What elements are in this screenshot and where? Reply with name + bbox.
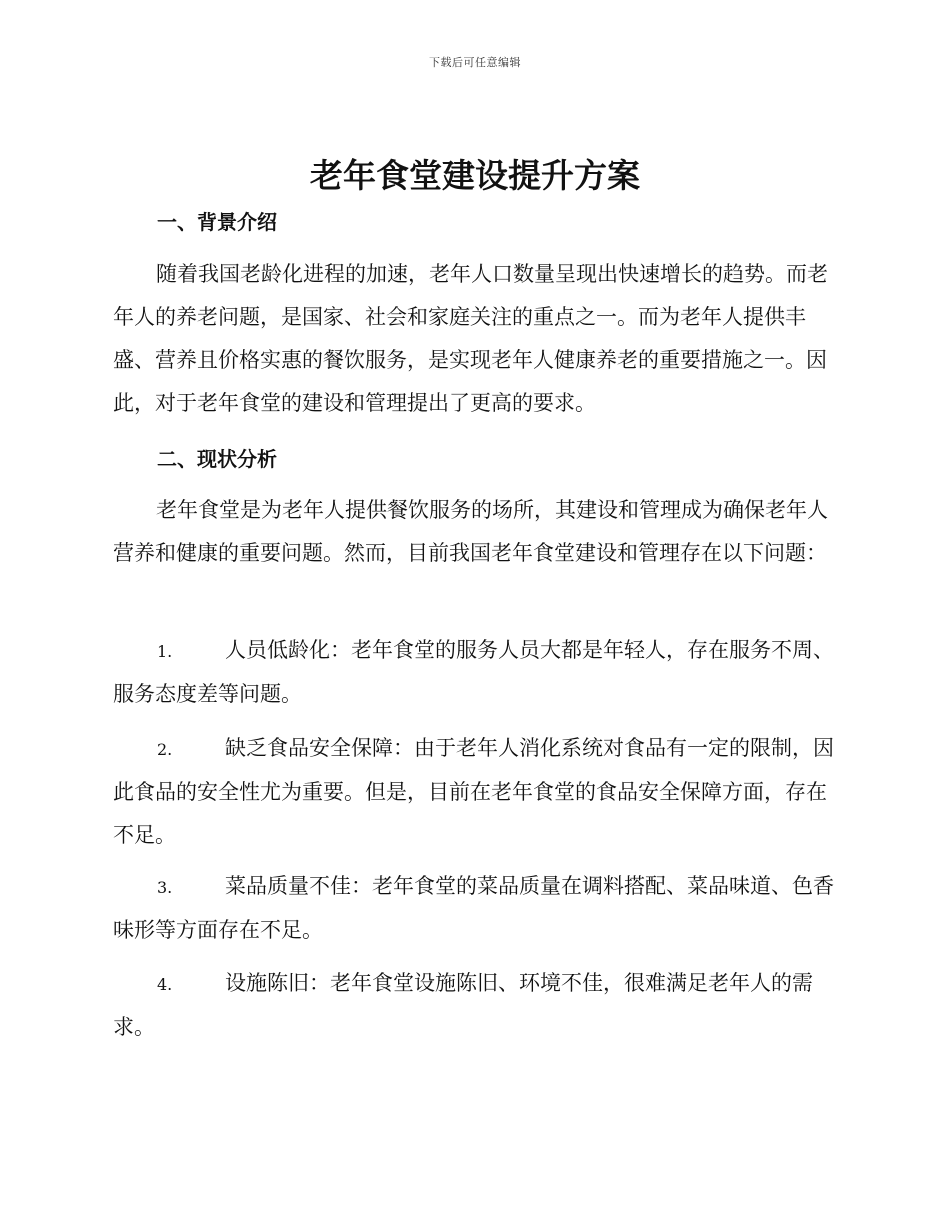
list-item-number: 3. <box>157 878 173 897</box>
list-item-number: 2. <box>157 740 173 759</box>
list-item <box>113 629 835 716</box>
section-paragraph-status: 老年食堂是为老年人提供餐饮服务的场所，其建设和管理成为确保老年人营养和健康的重要问题。然而，目前我国老年食堂建设和管理存在以下问题： <box>113 498 828 565</box>
page-title: 老年食堂建设提升方案 <box>310 156 640 195</box>
list-item-text: 菜品质量不佳：老年食堂的菜品质量在调料搭配、菜品味道、色香味形等方面存在不足。 <box>113 874 834 942</box>
section-heading-status: 二、现状分析 <box>157 447 277 471</box>
list-item <box>113 865 835 952</box>
header-note: 下载后可任意编辑 <box>429 56 521 69</box>
section-paragraph-background: 随着我国老龄化进程的加速，老年人口数量呈现出快速增长的趋势。而老年人的养老问题，是国家、社会和家庭关注的重点之一。而为老年人提供丰盛、营养且价格实惠的餐饮服务，是实现老年人健康养老的重要措施之一。因此，对于老年食堂的建设和管理提出了更高的要求。 <box>113 262 828 415</box>
list-item-text: 人员低龄化：老年食堂的服务人员大都是年轻人，存在服务不周、服务态度差等问题。 <box>113 638 834 706</box>
list-item-number: 1. <box>157 642 173 661</box>
list-item-text: 设施陈旧：老年食堂设施陈旧、环境不佳，很难满足老年人的需求。 <box>113 971 813 1039</box>
list-item-text: 缺乏食品安全保障：由于老年人消化系统对食品有一定的限制，因此食品的安全性尤为重要。但是，目前在老年食堂的食品安全保障方面，存在不足。 <box>113 736 834 847</box>
section-heading-background: 一、背景介绍 <box>157 210 277 234</box>
list-item <box>113 727 835 857</box>
list-item-number: 4. <box>157 975 173 994</box>
list-item <box>113 962 835 1049</box>
